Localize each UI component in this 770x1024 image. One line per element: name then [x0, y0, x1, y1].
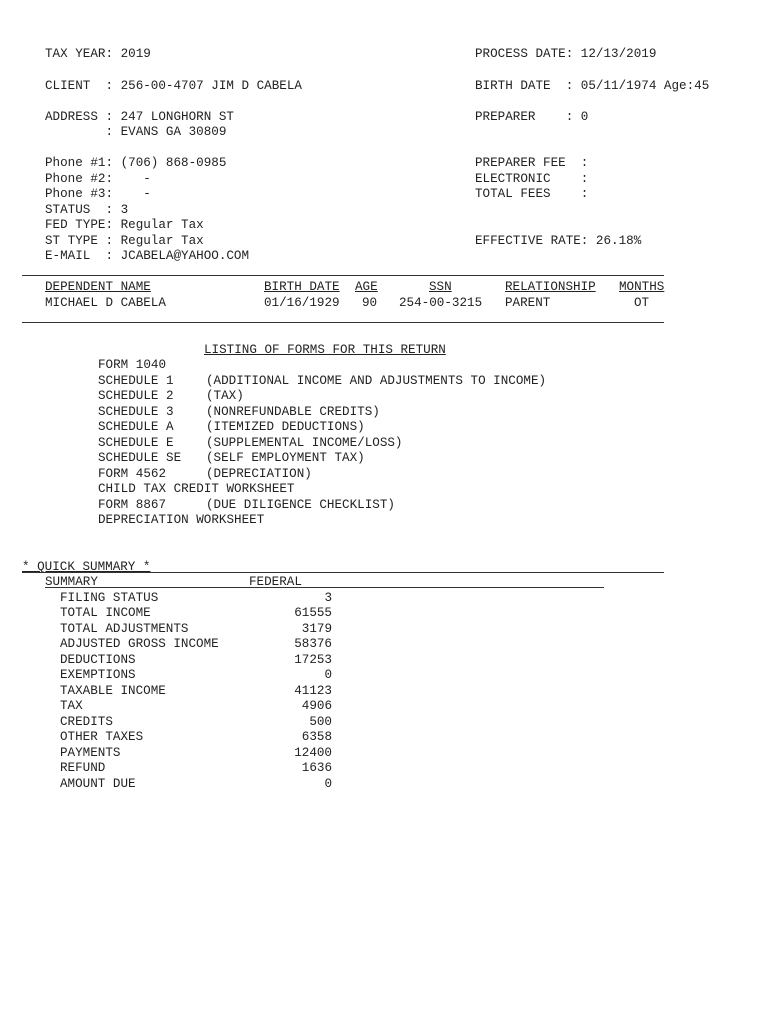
summary-value: 61555	[294, 606, 332, 620]
dependent-ssn: 254-00-3215	[399, 296, 483, 310]
list-item-description: (DUE DILIGENCE CHECKLIST)	[206, 498, 395, 512]
summary-label: TAX	[60, 699, 83, 713]
divider	[22, 322, 664, 323]
address-line-2: : EVANS GA 30809	[45, 125, 227, 139]
summary-label: ADJUSTED GROSS INCOME	[60, 637, 219, 651]
summary-value: 0	[324, 668, 332, 682]
client-info: CLIENT : 256-00-4707 JIM D CABELA	[45, 79, 302, 93]
dependent-months: OT	[634, 296, 650, 310]
dependent-age: 90	[362, 296, 378, 310]
divider	[22, 275, 664, 276]
summary-value: 17253	[294, 653, 332, 667]
email: E-MAIL : JCABELA@YAHOO.COM	[45, 249, 250, 263]
list-item: SCHEDULE 3	[98, 405, 174, 419]
summary-value: 6358	[301, 730, 332, 744]
list-item: SCHEDULE E	[98, 436, 174, 450]
summary-label: EXEMPTIONS	[60, 668, 136, 682]
list-item: DEPRECIATION WORKSHEET	[98, 513, 265, 527]
quick-summary-title: * QUICK SUMMARY *	[22, 560, 151, 574]
list-item-description: (ITEMIZED DEDUCTIONS)	[206, 420, 365, 434]
summary-label: TOTAL ADJUSTMENTS	[60, 622, 189, 636]
dependent-birth-date-header: BIRTH DATE	[264, 280, 340, 294]
list-item-description: (SUPPLEMENTAL INCOME/LOSS)	[206, 436, 403, 450]
st-type: ST TYPE : Regular Tax	[45, 234, 204, 248]
total-fees: TOTAL FEES :	[475, 187, 589, 201]
divider	[45, 587, 604, 588]
dependent-ssn-header: SSN	[429, 280, 452, 294]
summary-value: 41123	[294, 684, 332, 698]
list-item-description: (TAX)	[206, 389, 244, 403]
filing-status: STATUS : 3	[45, 203, 129, 217]
summary-label: CREDITS	[60, 715, 113, 729]
list-item: SCHEDULE A	[98, 420, 174, 434]
list-item-description: (SELF EMPLOYMENT TAX)	[206, 451, 365, 465]
preparer: PREPARER : 0	[475, 110, 589, 124]
summary-label: DEDUCTIONS	[60, 653, 136, 667]
fed-type: FED TYPE: Regular Tax	[45, 218, 204, 232]
dependent-name: MICHAEL D CABELA	[45, 296, 166, 310]
dependent-relationship-header: RELATIONSHIP	[505, 280, 596, 294]
list-item-description: (ADDITIONAL INCOME AND ADJUSTMENTS TO INCOME)	[206, 374, 547, 388]
dependent-relationship: PARENT	[505, 296, 551, 310]
summary-label: FILING STATUS	[60, 591, 159, 605]
summary-value: 3	[324, 591, 332, 605]
address-line-1: ADDRESS : 247 LONGHORN ST	[45, 110, 234, 124]
list-item-description: (DEPRECIATION)	[206, 467, 312, 481]
electronic-fee: ELECTRONIC :	[475, 172, 589, 186]
dependent-months-header: MONTHS	[619, 280, 665, 294]
summary-label: REFUND	[60, 761, 106, 775]
summary-value: 12400	[294, 746, 332, 760]
list-item: FORM 8867	[98, 498, 167, 512]
effective-rate: EFFECTIVE RATE: 26.18%	[475, 234, 642, 248]
dependent-age-header: AGE	[355, 280, 378, 294]
divider	[22, 572, 664, 573]
forms-listing-title: LISTING OF FORMS FOR THIS RETURN	[204, 343, 446, 357]
summary-value: 500	[309, 715, 332, 729]
preparer-fee: PREPARER FEE :	[475, 156, 589, 170]
list-item-description: (NONREFUNDABLE CREDITS)	[206, 405, 380, 419]
summary-label: OTHER TAXES	[60, 730, 144, 744]
phone-3: Phone #3: -	[45, 187, 151, 201]
list-item: FORM 4562	[98, 467, 167, 481]
client-birth-date: BIRTH DATE : 05/11/1974 Age:45	[475, 79, 710, 93]
list-item: SCHEDULE SE	[98, 451, 182, 465]
summary-value: 58376	[294, 637, 332, 651]
process-date: PROCESS DATE: 12/13/2019	[475, 47, 657, 61]
list-item: SCHEDULE 2	[98, 389, 174, 403]
summary-value: 4906	[301, 699, 332, 713]
summary-value: 1636	[301, 761, 332, 775]
summary-label: AMOUNT DUE	[60, 777, 136, 791]
summary-column-header: SUMMARY	[45, 575, 98, 589]
list-item: SCHEDULE 1	[98, 374, 174, 388]
dependent-name-header: DEPENDENT NAME	[45, 280, 151, 294]
tax-year: TAX YEAR: 2019	[45, 47, 151, 61]
summary-label: PAYMENTS	[60, 746, 121, 760]
dependent-birth-date: 01/16/1929	[264, 296, 340, 310]
summary-label: TOTAL INCOME	[60, 606, 151, 620]
summary-value: 3179	[301, 622, 332, 636]
list-item: FORM 1040	[98, 358, 167, 372]
phone-1: Phone #1: (706) 868-0985	[45, 156, 227, 170]
phone-2: Phone #2: -	[45, 172, 151, 186]
summary-label: TAXABLE INCOME	[60, 684, 166, 698]
federal-column-header: FEDERAL	[249, 575, 302, 589]
summary-value: 0	[324, 777, 332, 791]
list-item: CHILD TAX CREDIT WORKSHEET	[98, 482, 295, 496]
